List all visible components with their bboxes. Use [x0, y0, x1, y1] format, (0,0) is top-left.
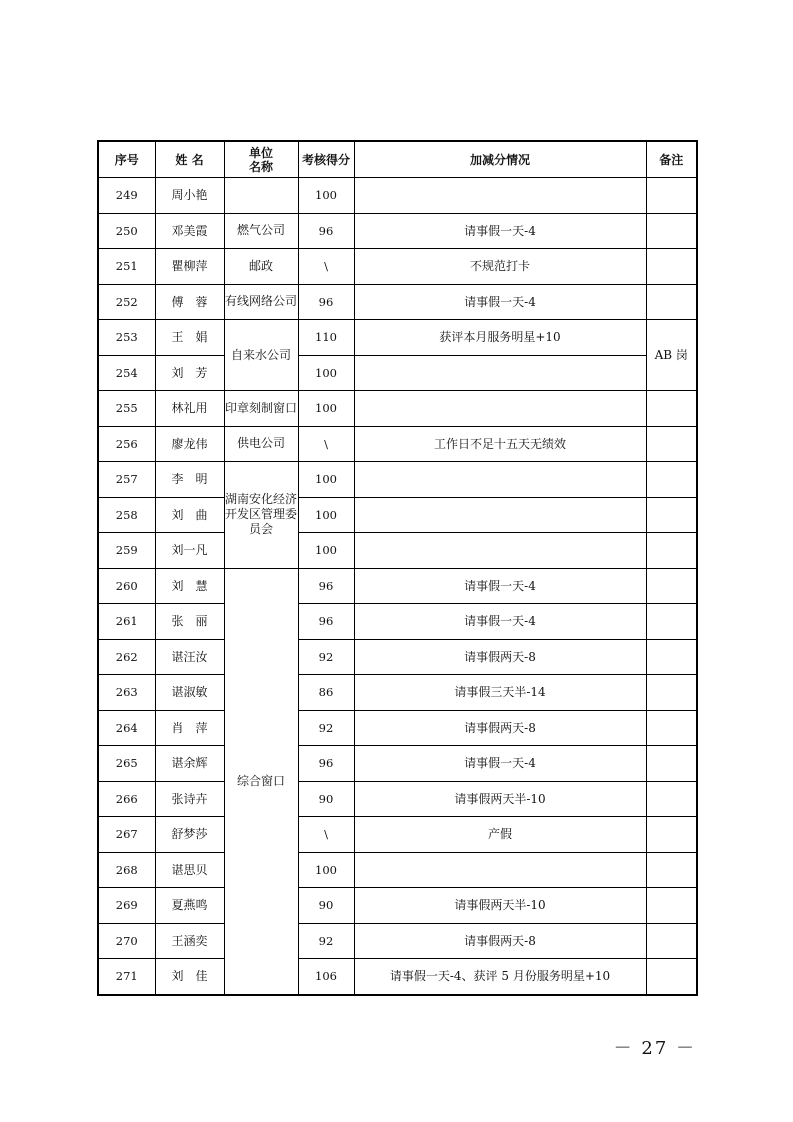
- cell-seq: 271: [98, 959, 155, 995]
- cell-seq: 270: [98, 923, 155, 959]
- cell-seq: 255: [98, 391, 155, 427]
- table-row: [98, 426, 697, 462]
- cell-score: 106: [298, 959, 354, 995]
- cell-score: 110: [298, 320, 354, 356]
- table-row: [98, 817, 697, 853]
- header-name: 姓 名: [155, 141, 224, 178]
- cell-name: 刘 慧: [155, 568, 224, 604]
- cell-score: 92: [298, 923, 354, 959]
- cell-detail: 不规范打卡: [354, 249, 646, 285]
- cell-seq: 267: [98, 817, 155, 853]
- cell-seq: 261: [98, 604, 155, 640]
- cell-score: 100: [298, 355, 354, 391]
- cell-name: 周小艳: [155, 178, 224, 214]
- header-unit: 单位 名称: [224, 141, 298, 178]
- table-row: [98, 213, 697, 249]
- cell-seq: 257: [98, 462, 155, 498]
- cell-detail: 请事假两天-8: [354, 710, 646, 746]
- cell-note: [646, 426, 697, 462]
- cell-detail: [354, 533, 646, 569]
- cell-score: 100: [298, 178, 354, 214]
- cell-detail: 请事假一天-4: [354, 213, 646, 249]
- table-row: [98, 710, 697, 746]
- cell-name: 夏燕鸣: [155, 888, 224, 924]
- cell-seq: 253: [98, 320, 155, 356]
- table-row: [98, 959, 697, 995]
- cell-score: 96: [298, 746, 354, 782]
- cell-score: 100: [298, 533, 354, 569]
- cell-score: 90: [298, 781, 354, 817]
- cell-note: [646, 249, 697, 285]
- header-seq: 序号: [98, 141, 155, 178]
- cell-seq: 269: [98, 888, 155, 924]
- cell-seq: 250: [98, 213, 155, 249]
- score-table: [97, 140, 698, 996]
- cell-note: [646, 213, 697, 249]
- cell-detail: 请事假一天-4、获评 5 月份服务明星+10: [354, 959, 646, 995]
- cell-seq: 256: [98, 426, 155, 462]
- cell-score: 100: [298, 497, 354, 533]
- cell-name: 谌余辉: [155, 746, 224, 782]
- cell-detail: 请事假一天-4: [354, 604, 646, 640]
- cell-seq: 268: [98, 852, 155, 888]
- page-number: － 27 －: [613, 1038, 696, 1059]
- cell-note: [646, 959, 697, 995]
- header-detail: 加减分情况: [354, 141, 646, 178]
- cell-seq: 265: [98, 746, 155, 782]
- cell-name: 李 明: [155, 462, 224, 498]
- cell-note: [646, 462, 697, 498]
- cell-name: 肖 萍: [155, 710, 224, 746]
- header-note: 备注: [646, 141, 697, 178]
- cell-note: AB 岗: [646, 320, 697, 391]
- score-table-container: [97, 140, 696, 996]
- cell-name: 谌汪汝: [155, 639, 224, 675]
- cell-unit: 邮政: [224, 249, 298, 285]
- header-score: 考核得分: [298, 141, 354, 178]
- cell-seq: 262: [98, 639, 155, 675]
- table-row: [98, 604, 697, 640]
- table-row: [98, 462, 697, 498]
- cell-unit: 综合窗口: [224, 568, 298, 995]
- cell-name: 谌思贝: [155, 852, 224, 888]
- cell-note: [646, 746, 697, 782]
- table-row: [98, 888, 697, 924]
- cell-score: 96: [298, 284, 354, 320]
- table-row: [98, 178, 697, 214]
- cell-name: 谌淑敏: [155, 675, 224, 711]
- cell-detail: 工作日不足十五天无绩效: [354, 426, 646, 462]
- cell-seq: 254: [98, 355, 155, 391]
- cell-note: [646, 284, 697, 320]
- cell-score: 92: [298, 639, 354, 675]
- table-row: [98, 284, 697, 320]
- cell-note: [646, 178, 697, 214]
- cell-detail: [354, 462, 646, 498]
- cell-score: 96: [298, 213, 354, 249]
- cell-seq: 264: [98, 710, 155, 746]
- cell-seq: 266: [98, 781, 155, 817]
- cell-name: 舒梦莎: [155, 817, 224, 853]
- cell-unit: 湖南安化经济开发区管理委员会: [224, 462, 298, 569]
- table-row: [98, 355, 697, 391]
- cell-score: \: [298, 249, 354, 285]
- cell-note: [646, 391, 697, 427]
- cell-detail: 请事假两天半-10: [354, 781, 646, 817]
- cell-note: [646, 781, 697, 817]
- cell-note: [646, 568, 697, 604]
- cell-unit: 燃气公司: [224, 213, 298, 249]
- cell-detail: 获评本月服务明星+10: [354, 320, 646, 356]
- cell-name: 张诗卉: [155, 781, 224, 817]
- table-row: [98, 746, 697, 782]
- cell-detail: [354, 178, 646, 214]
- cell-name: 刘 芳: [155, 355, 224, 391]
- cell-name: 王涵奕: [155, 923, 224, 959]
- cell-name: 张 丽: [155, 604, 224, 640]
- cell-note: [646, 888, 697, 924]
- cell-detail: 请事假一天-4: [354, 568, 646, 604]
- cell-note: [646, 923, 697, 959]
- cell-unit: 印章刻制窗口: [224, 391, 298, 427]
- table-row: [98, 923, 697, 959]
- cell-name: 廖龙伟: [155, 426, 224, 462]
- cell-detail: 请事假两天-8: [354, 639, 646, 675]
- cell-score: \: [298, 817, 354, 853]
- table-header-row: [98, 141, 697, 178]
- cell-seq: 263: [98, 675, 155, 711]
- cell-seq: 252: [98, 284, 155, 320]
- cell-seq: 259: [98, 533, 155, 569]
- cell-name: 刘 曲: [155, 497, 224, 533]
- cell-detail: 请事假两天半-10: [354, 888, 646, 924]
- cell-name: 瞿柳萍: [155, 249, 224, 285]
- cell-seq: 249: [98, 178, 155, 214]
- cell-detail: [354, 497, 646, 533]
- cell-score: 96: [298, 568, 354, 604]
- table-row: [98, 568, 697, 604]
- cell-note: [646, 533, 697, 569]
- cell-seq: 260: [98, 568, 155, 604]
- cell-note: [646, 710, 697, 746]
- cell-detail: 请事假两天-8: [354, 923, 646, 959]
- table-row: [98, 533, 697, 569]
- cell-note: [646, 497, 697, 533]
- cell-name: 傅 蓉: [155, 284, 224, 320]
- cell-note: [646, 639, 697, 675]
- cell-seq: 251: [98, 249, 155, 285]
- cell-name: 王 娟: [155, 320, 224, 356]
- cell-name: 刘一凡: [155, 533, 224, 569]
- table-row: [98, 852, 697, 888]
- cell-note: [646, 604, 697, 640]
- cell-score: 100: [298, 852, 354, 888]
- cell-detail: [354, 355, 646, 391]
- table-row: [98, 639, 697, 675]
- cell-detail: 请事假三天半-14: [354, 675, 646, 711]
- table-row: [98, 391, 697, 427]
- cell-name: 刘 佳: [155, 959, 224, 995]
- cell-note: [646, 817, 697, 853]
- cell-unit: [224, 178, 298, 214]
- cell-detail: 请事假一天-4: [354, 746, 646, 782]
- cell-detail: 请事假一天-4: [354, 284, 646, 320]
- cell-score: 100: [298, 391, 354, 427]
- cell-score: \: [298, 426, 354, 462]
- cell-unit: 供电公司: [224, 426, 298, 462]
- cell-detail: [354, 391, 646, 427]
- cell-score: 90: [298, 888, 354, 924]
- table-row: [98, 781, 697, 817]
- table-row: [98, 675, 697, 711]
- cell-unit: 自来水公司: [224, 320, 298, 391]
- cell-name: 林礼用: [155, 391, 224, 427]
- table-row: [98, 320, 697, 356]
- cell-note: [646, 852, 697, 888]
- cell-score: 92: [298, 710, 354, 746]
- cell-note: [646, 675, 697, 711]
- cell-detail: 产假: [354, 817, 646, 853]
- cell-score: 96: [298, 604, 354, 640]
- cell-score: 100: [298, 462, 354, 498]
- cell-detail: [354, 852, 646, 888]
- cell-unit: 有线网络公司: [224, 284, 298, 320]
- table-row: [98, 249, 697, 285]
- cell-seq: 258: [98, 497, 155, 533]
- cell-name: 邓美霞: [155, 213, 224, 249]
- table-row: [98, 497, 697, 533]
- cell-score: 86: [298, 675, 354, 711]
